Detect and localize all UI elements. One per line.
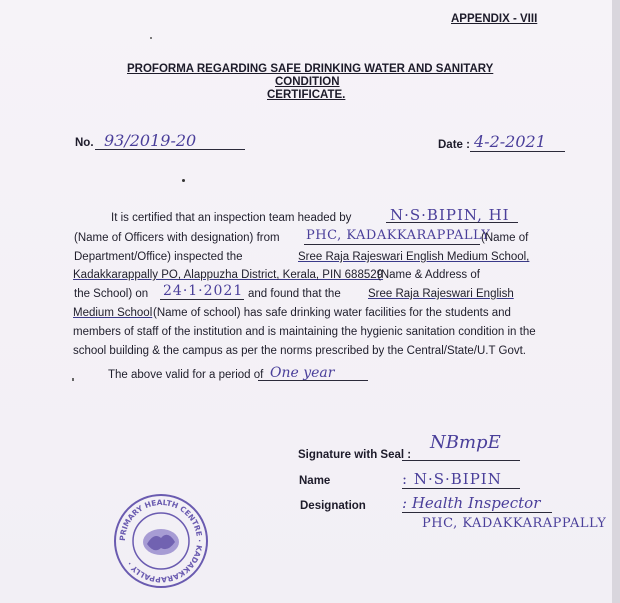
inspection-date-line	[160, 287, 244, 300]
office-seal	[112, 492, 210, 590]
name-label: Name	[299, 475, 331, 487]
appendix-label: APPENDIX - VIII	[451, 13, 538, 25]
body-line-2-post: (Name of	[481, 232, 529, 244]
validity-label: The above valid for a period of	[108, 369, 264, 381]
seal-ring-text: PRIMARY HEALTH CENTRE · KADAKKARAPPALLY ·	[117, 497, 205, 585]
title-line-1: PROFORMA REGARDING SAFE DRINKING WATER AND SANITARY	[127, 63, 494, 75]
designation-line	[402, 498, 552, 513]
school-address: Kadakkarappally PO, Alappuzha District, Kerala, PIN 688529	[73, 269, 384, 281]
name-line	[402, 472, 520, 489]
page-edge	[612, 0, 620, 603]
school-name-1: Sree Raja Rajeswari English Medium School,	[298, 251, 530, 263]
signature-hand: NBmpE	[430, 432, 501, 453]
body-line-4-post: (Name & Address of	[377, 269, 480, 281]
inspection-date-hand: 24·1·2021	[163, 283, 244, 299]
school-name-2a: Sree Raja Rajeswari English	[368, 288, 514, 300]
title-line-3: CERTIFICATE.	[267, 89, 346, 101]
body-line-7: members of staff of the institution and is maintaining the hygienic sanitation condition in the	[73, 326, 536, 338]
body-line-6-post: (Name of school) has safe drinking water facilities for the students and	[153, 307, 511, 319]
title-line-2: CONDITION	[275, 76, 340, 88]
body-line-5-mid: and found that the	[248, 288, 341, 300]
designation-value: : Health Inspector	[402, 494, 541, 512]
name-value: : N·S·BIPIN	[402, 470, 502, 488]
body-line-8: school building & the campus as per the norms prescribed by the Central/State/U.T Govt.	[73, 345, 526, 357]
body-line-3-pre: Department/Office) inspected the	[74, 251, 243, 263]
body-line-5-pre: the School) on	[74, 288, 149, 300]
number-value: 93/2019-20	[104, 131, 197, 150]
speck	[72, 378, 74, 381]
office-hand: PHC, KADAKKARAPPALLY	[306, 228, 491, 243]
speck	[150, 37, 152, 39]
date-value: 4-2-2021	[474, 132, 546, 151]
body-line-2-pre: (Name of Officers with designation) from	[74, 232, 280, 244]
signature-label: Signature with Seal :	[298, 449, 412, 461]
inspector-line	[386, 210, 518, 223]
office-line	[304, 232, 480, 245]
validity-value: One year	[270, 365, 335, 381]
number-label: No.	[75, 137, 94, 149]
body-line-1: It is certified that an inspection team headed by	[111, 212, 352, 224]
speck	[182, 179, 185, 182]
school-name-2b: Medium School	[73, 307, 153, 319]
date-label: Date :	[438, 139, 470, 151]
inspector-name-hand: N·S·BIPIN, HI	[390, 206, 510, 224]
designation-value-2: PHC, KADAKKARAPPALLY	[422, 516, 607, 531]
designation-label: Designation	[300, 500, 366, 512]
